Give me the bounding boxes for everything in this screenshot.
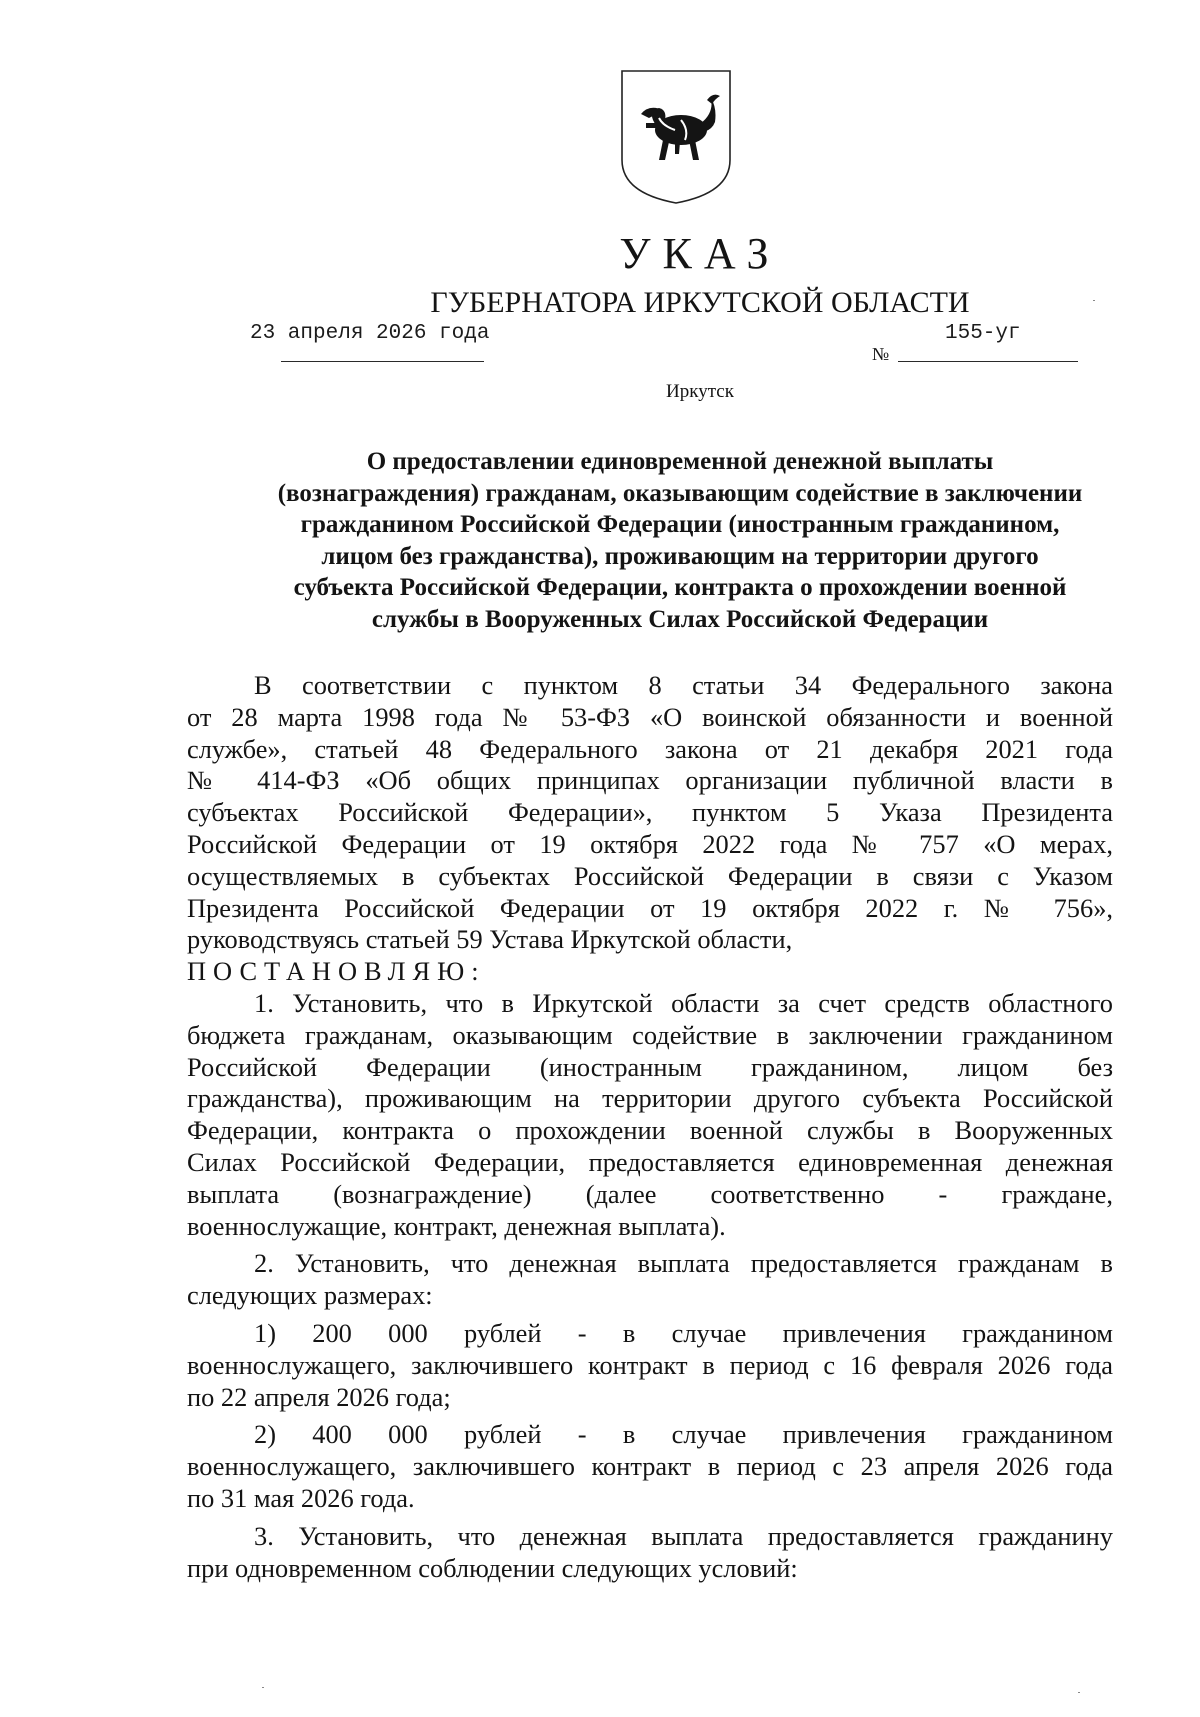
scan-speck [262,1687,264,1688]
issuer-title: ГУБЕРНАТОРА ИРКУТСКОЙ ОБЛАСТИ [430,286,970,319]
scan-speck [1093,300,1095,301]
item-2-2-line: по 31 мая 2026 года. [187,1482,415,1513]
decree-body [187,670,1113,1584]
document-type-title: УКАЗ [619,229,781,278]
item-1-line: Российской Федерации (иностранным гражданином, лицом без [187,1051,1113,1082]
decree-heading [180,446,1180,635]
item-1-line: бюджета гражданам, оказывающим содействие в заключении гражданином [187,1019,1113,1050]
item-2-2-line: военнослужащего, заключившего контракт в период с 23 апреля 2026 года [187,1451,1113,1482]
item-1-line: выплата (вознаграждение) (далее соответственно - граждане, [187,1178,1113,1209]
preamble-line: службе», статьей 48 Федерального закона от 21 декабря 2021 года [187,733,1113,764]
item-1-line: Федерации, контракта о прохождении военной службы в Вооруженных [187,1115,1113,1146]
heading-line: лицом без гражданства), проживающим на территории другого [321,542,1039,570]
preamble-line: Президента Российской Федерации от 19 октября 2022 г. № 756», [187,892,1113,923]
preamble-line: Российской Федерации от 19 октября 2022 года № 757 «О мерах, [187,828,1113,859]
item-3-line: 3. Установить, что денежная выплата предоставляется гражданину [254,1520,1113,1551]
city-name: Иркутск [666,381,734,402]
item-1-line: 1. Установить, что в Иркутской области за счет средств областного [254,987,1113,1018]
item-2-2-line: 2) 400 000 рублей - в случае привлечения гражданином [254,1419,1113,1450]
preamble-line: субъектах Российской Федерации», пунктом 5 Указа Президента [187,797,1113,828]
item-1-line: военнослужащие, контракт, денежная выплата). [187,1210,726,1241]
coat-of-arms-icon [619,68,733,206]
item-2-1-line: 1) 200 000 рублей - в случае привлечения гражданином [254,1317,1113,1348]
number-sign: № [872,344,890,364]
resolve-word: ПОСТАНОВЛЯЮ: [187,956,486,987]
document-date: 23 апреля 2026 года [250,322,490,345]
preamble-line: руководствуясь статьей 59 Устава Иркутской области, [187,924,793,955]
item-2-line: 2. Установить, что денежная выплата предоставляется гражданам в [254,1248,1113,1279]
heading-line: службы в Вооруженных Силах Российской Федерации [371,605,989,633]
item-3-line: при одновременном соблюдении следующих условий: [187,1552,798,1583]
preamble-line: № 414-ФЗ «Об общих принципах организации публичной власти в [187,765,1113,796]
item-2-1-line: по 22 апреля 2026 года; [187,1381,451,1412]
heading-line: гражданином Российской Федерации (иностранным гражданином, [300,511,1060,538]
heading-line: субъекта Российской Федерации, контракта о прохождении военной [293,574,1067,601]
heading-line: (вознаграждения) гражданам, оказывающим содействие в заключении [277,479,1083,507]
preamble-line: В соответствии с пунктом 8 статьи 34 Федерального закона [254,670,1113,700]
item-1-line: Силах Российской Федерации, предоставляется единовременная денежная [187,1146,1113,1177]
scan-speck [1078,1692,1080,1693]
document-number: 155-уг [945,322,1021,345]
item-2-line: следующих размерах: [187,1280,433,1311]
preamble-line: осуществляемых в субъектах Российской Федерации в связи с Указом [187,860,1113,891]
item-1-line: гражданства), проживающим на территории другого субъекта Российской [187,1083,1113,1114]
item-2-1-line: военнослужащего, заключившего контракт в период с 16 февраля 2026 года [187,1349,1113,1380]
preamble-line: от 28 марта 1998 года № 53-ФЗ «О воинской обязанности и военной [187,701,1113,732]
date-underline [281,361,484,362]
heading-line: О предоставлении единовременной денежной выплаты [366,448,994,475]
number-underline [898,361,1078,362]
